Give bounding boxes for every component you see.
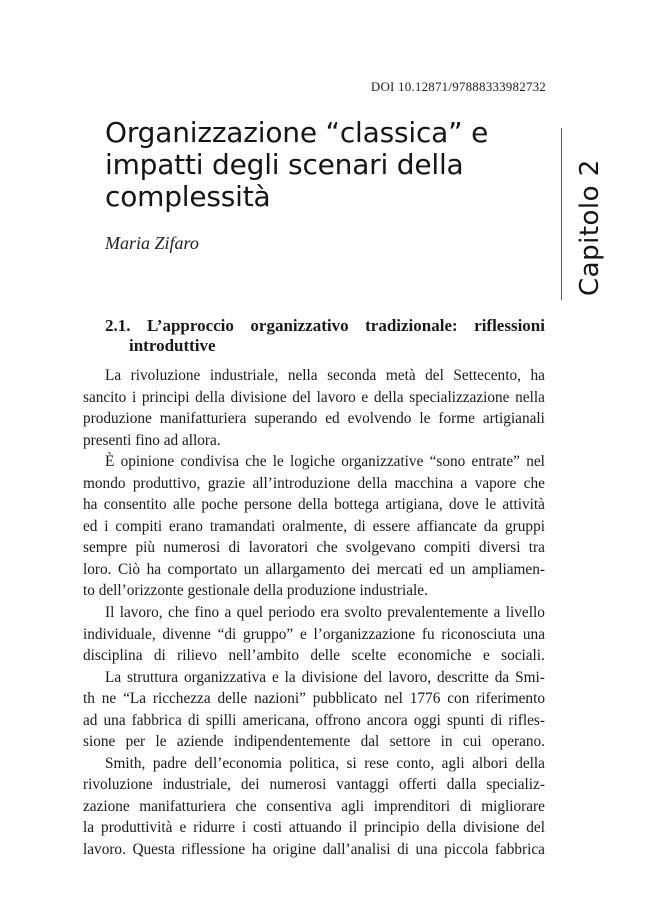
body-line: loro. Ciò ha comportato un allargamento dei mercati ed un ampliamen- — [83, 560, 545, 578]
title-line: Organizzazione “classica” e — [105, 116, 489, 149]
body-line: zazione manifatturiera che consentiva agli imprenditori di migliorare — [83, 797, 545, 815]
title-line: impatti degli scenari della — [105, 148, 464, 181]
section-heading-line: 2.1. L’approccio organizzativo tradizionale: riflessioni — [105, 316, 545, 335]
body-line: produzione manifatturiera superando ed evolvendo le forme artigianali — [83, 410, 545, 428]
author-name: Maria Zifaro — [105, 233, 199, 253]
body-line: mondo produttivo, grazie all’introduzione della macchina a vapore che — [83, 474, 545, 492]
body-line: individuale, divenne “di gruppo” e l’organizzazione fu riconosciuta una — [83, 625, 545, 643]
body-line: to dell’orizzonte gestionale della produzione industriale. — [83, 582, 428, 600]
doi-reference: DOI 10.12871/97888333982732 — [370, 79, 546, 94]
body-line: sancito i principi della divisione del lavoro e della specializzazione nella — [83, 388, 545, 406]
body-line: la produttività e ridurre i costi attuando il principio della divisione del — [83, 819, 545, 837]
body-line: È opinione condivisa che le logiche organizzative “sono entrate” nel — [105, 453, 545, 471]
body-line: ed i compiti erano tramandati oralmente, di essere affiancate da gruppi — [83, 517, 545, 535]
section-heading — [105, 316, 545, 356]
chapter-label: Capitolo 2 — [575, 159, 605, 296]
body-line: sempre più numerosi di lavoratori che svolgevano compiti diversi tra — [83, 539, 545, 557]
body-line: th ne “La ricchezza delle nazioni” pubblicato nel 1776 con riferimento — [83, 690, 545, 708]
body-line: La struttura organizzativa e la divisione del lavoro, descritte da Smi- — [105, 668, 545, 686]
body-line: La rivoluzione industriale, nella seconda metà del Settecento, ha — [105, 367, 545, 384]
body-line: ad una fabbrica di spilli americana, offrono ancora oggi spunti di rifles- — [83, 711, 545, 729]
body-text — [83, 365, 545, 861]
body-line: rivoluzione industriale, dei numerosi vantaggi offerti dalla specializ- — [83, 776, 545, 794]
body-line: sione per le aziende indipendentemente dal settore in cui operano. — [83, 733, 545, 751]
chapter-title — [105, 117, 505, 213]
body-line: disciplina di rilievo nell’ambito delle scelte economiche e sociali. — [83, 647, 545, 665]
chapter-divider — [561, 128, 562, 300]
title-line: complessità — [105, 180, 271, 213]
body-line: Smith, padre dell’economia politica, si rese conto, agli albori della — [105, 754, 545, 772]
body-line: lavoro. Questa riflessione ha origine dall’analisi di una piccola fabbrica — [83, 841, 545, 859]
body-line: presenti fino ad allora. — [83, 431, 221, 449]
body-line: ha consentito alle poche persone della bottega artigiana, dove le attività — [83, 496, 545, 514]
section-heading-line: introduttive — [129, 336, 216, 355]
body-line: Il lavoro, che fino a quel periodo era svolto prevalentemente a livello — [105, 604, 545, 622]
